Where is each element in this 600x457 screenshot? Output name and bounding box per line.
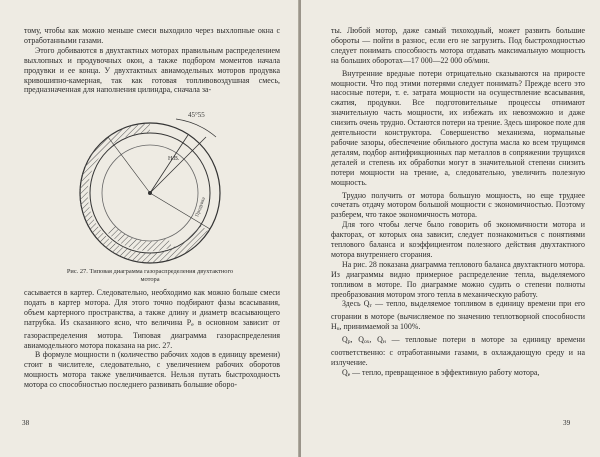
paragraph: Внутренние вредные потери отрицательно сказываются на приросте мощности. Что под этими потерями следует понимать? Прежде всего это насосные потери, т. е. затрата мощности на осуществление всасывания, сжатия, продувки. Все подготовительные процессы отнимают значительную часть мощности, их избежать их невозможно и даже снизить очень трудно. Остаются потери на трение. Здесь широкое поле для деятельности конструктора. Совершенство механизма, нормальные рабочие зазоры, обеспечение обильного доступа масла ко всем трущимся деталям, подбор антифрикционных пар металлов в сопряжении трущихся деталей и степень их обработки могут в значительной степени снизить потери мощности на трение, а, следовательно, увеличить полезную мощность.: [331, 68, 585, 187]
paragraph: тому, чтобы как можно меньше смеси выходило через выхлопные окна с отработанными газами.: [24, 26, 280, 45]
marker-label: Н.В.: [168, 156, 180, 162]
paragraph: Этого добиваются в двухтактных моторах правильным распределением выхлопных и продувочных окон, а также подбором моментов начала продувки и ее конца. У двухтактных авиамодельных моторов продувка кривошипно-камерная, так как готовая топливовоздушная смесь, предназначенная для наполнения цилиндра, сначала за-: [24, 45, 280, 95]
paragraph: Qе — тепло, превращенное в эффективную работу мотора,: [342, 367, 540, 378]
paragraph: сасывается в картер. Следовательно, необходимо как можно больше смеси подать в картер мотора. Для этого точно подбирают фазы всасывания, объем картерного пространства, а также длину и диаметр всасывающего патрубка. Из сказанного ясно, что величина Pe в основном зависит от газораспределения мотора. Типовая диаграмма газораспределения авиамодельного мотора показана на рис. 27.: [24, 288, 280, 350]
figure-caption: Рис. 27. Типовая диаграмма газораспределения двухтактного мотора: [66, 268, 234, 283]
paragraph: Для того чтобы легче было говорить об экономичности мотора и факторах, от которых она зависит, следует познакомиться с понятиями теплового баланса и коэффициентом полезного действия двухтактного мотора внутреннего сгорания.: [331, 220, 585, 259]
right-page: [301, 0, 600, 457]
gas-distribution-diagram: [48, 107, 253, 267]
angle-label: 45°55: [188, 111, 205, 119]
center-point: [148, 191, 152, 195]
paragraph: Трудно получить от мотора большую мощность, но еще труднее сочетать отдачу мотором большой мощности с экономичностью. Поэтому разберем, что такое экономичность мотора.: [331, 190, 585, 220]
arc-label: Продувка: [195, 196, 207, 218]
paragraph: В формуле мощности n (количество рабочих ходов в единицу времени) стоит в числителе, следовательно, с увеличением рабочих оборотов мощность мотора также увеличивается. Нельзя путать быстроходность мотора со способностью последнего развивать большие оборо-: [24, 350, 280, 390]
left-top-text: [24, 26, 280, 95]
diagram-svg: [48, 107, 253, 267]
page-number: 38: [22, 419, 30, 427]
radial-line: [150, 135, 188, 193]
left-bottom-text: [24, 288, 280, 390]
paragraph: На рис. 28 показана диаграмма теплового баланса двухтактного мотора. Из диаграммы видно примерное распределение тепла, выделяемого топливом в моторе. По диаграмме можно судить о степени полноты преобразования мотором этого тепла в механическую работу.: [331, 259, 585, 299]
right-text: [331, 26, 585, 381]
paragraph: Здесь Qт — тепло, выделяемое топливом в единицу времени при его сгорании в моторе (вычисляемое по значению теплотворной способности Hu, принимаемой за 100%.: [331, 299, 585, 333]
angle-arc: [176, 119, 216, 137]
left-page: [0, 0, 299, 457]
paragraph: Qр, Qох, Qн — тепловые потери в моторе за единицу времени соответственно: с отработанными газами, в охлаждающую среду и на излучение.: [331, 335, 585, 367]
page-number: 39: [563, 419, 571, 427]
paragraph: ты. Любой мотор, даже самый тихоходный, может развить большие обороты — пойти в разнос, если его не загрузить. Под быстроходностью следует понимать способность мотора отдавать максимальную мощность на больших оборотах—17 000—22 000 об/мин.: [331, 26, 585, 65]
